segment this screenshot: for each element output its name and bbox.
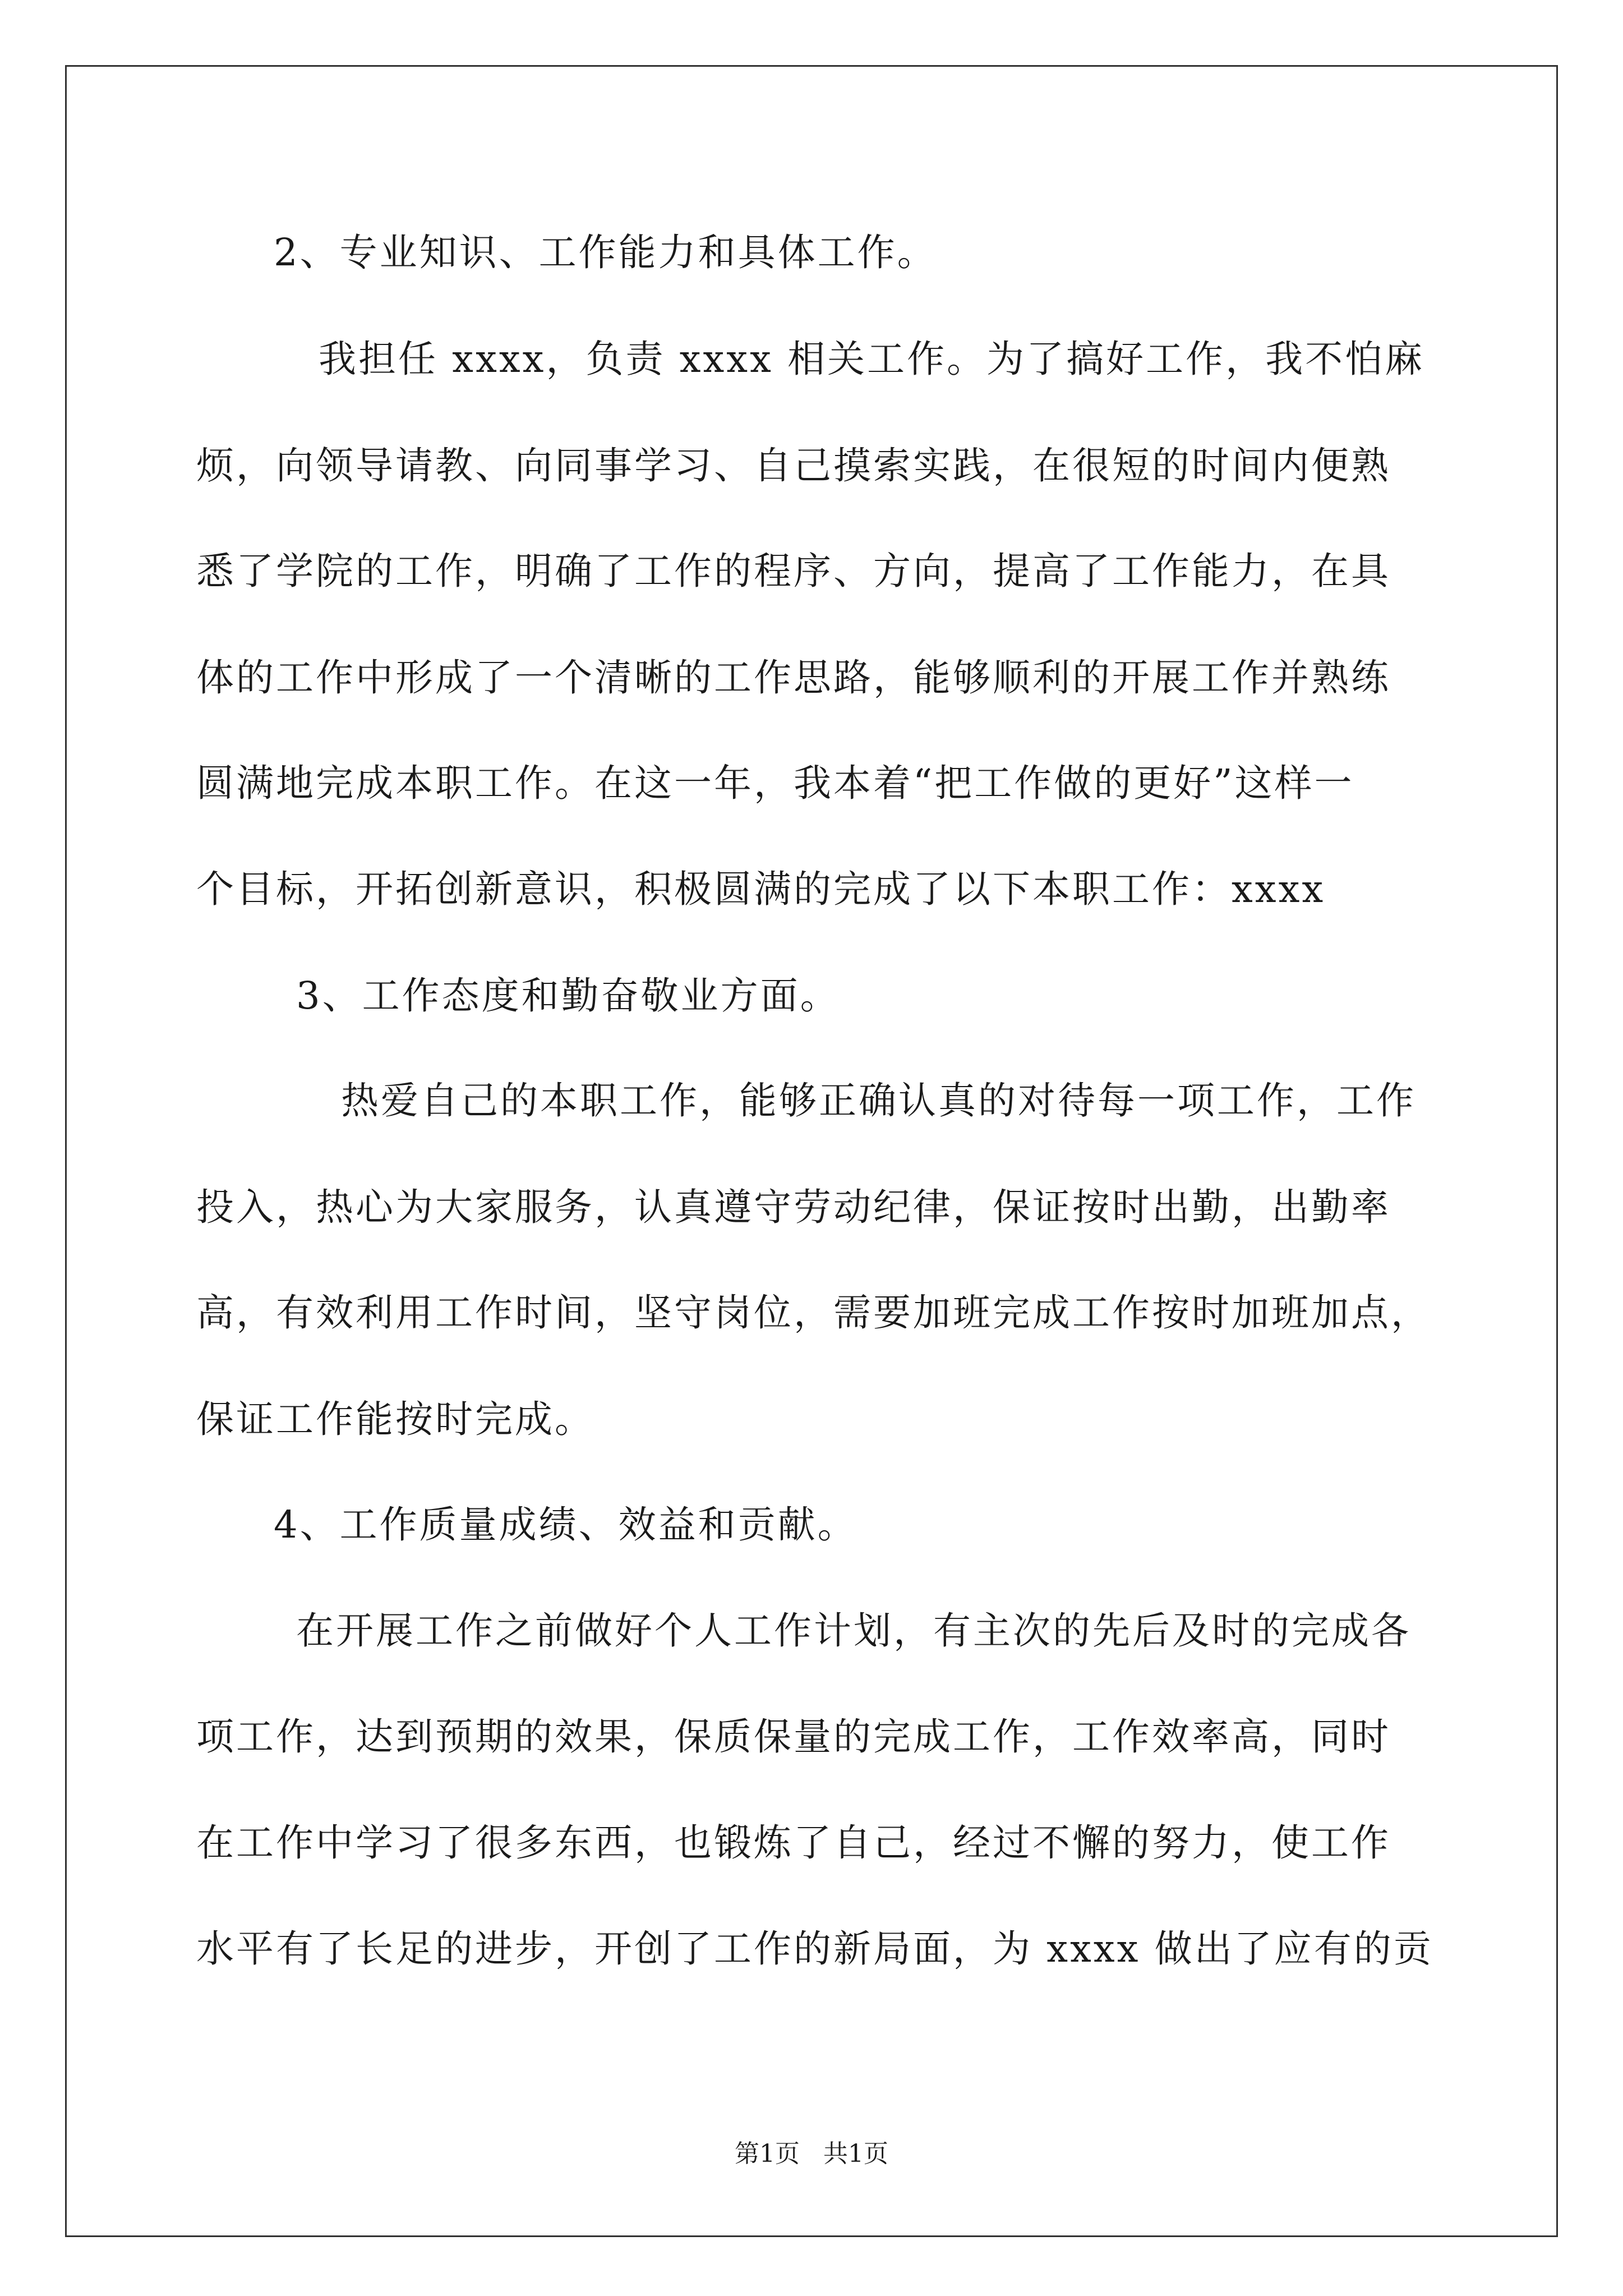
page-number-footer: 第1页 共1页	[735, 2139, 888, 2168]
body-line: 投入，热心为大家服务，认真遵守劳动纪律，保证按时出勤，出勤率	[196, 1185, 1391, 1229]
page-border	[65, 65, 1558, 2237]
body-line: 高，有效利用工作时间，坚守岗位，需要加班完成工作按时加班加点，	[196, 1291, 1431, 1335]
body-line: 体的工作中形成了一个清晰的工作思路，能够顺利的开展工作并熟练	[196, 656, 1391, 700]
body-line: 悉了学院的工作，明确了工作的程序、方向，提高了工作能力，在具	[196, 549, 1391, 593]
body-line: 我担任 xxxx，负责 xxxx 相关工作。为了搞好工作，我不怕麻	[319, 337, 1425, 381]
body-line: 在开展工作之前做好个人工作计划，有主次的先后及时的完成各	[296, 1609, 1411, 1653]
body-line: 项工作，达到预期的效果，保质保量的完成工作，工作效率高，同时	[196, 1715, 1391, 1759]
body-line: 水平有了长足的进步，开创了工作的新局面，为 xxxx 做出了应有的贡	[196, 1927, 1433, 1971]
body-line: 热爱自己的本职工作，能够正确认真的对待每一项工作，工作	[341, 1079, 1416, 1122]
body-line: 圆满地完成本职工作。在这一年，我本着“把工作做的更好”这样一	[196, 761, 1354, 805]
section-heading-3: 3、工作态度和勤奋敬业方面。	[296, 974, 840, 1018]
body-line: 个目标，开拓创新意识，积极圆满的完成了以下本职工作：xxxx	[196, 867, 1326, 911]
section-heading-2: 2、专业知识、工作能力和具体工作。	[274, 231, 937, 274]
body-line: 烦，向领导请教、向同事学习、自己摸索实践，在很短的时间内便熟	[196, 444, 1391, 487]
body-line: 在工作中学习了很多东西，也锻炼了自己，经过不懈的努力，使工作	[196, 1821, 1391, 1865]
section-heading-4: 4、工作质量成绩、效益和贡献。	[274, 1503, 857, 1547]
body-line: 保证工作能按时完成。	[196, 1397, 594, 1441]
